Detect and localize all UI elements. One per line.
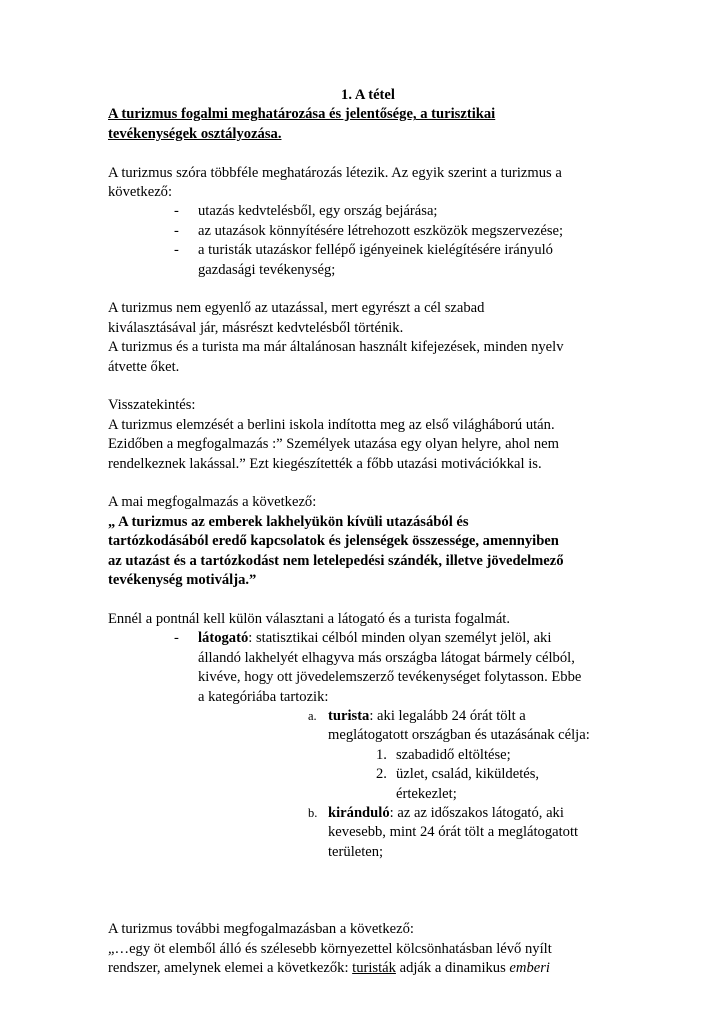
definition-text: utazás kedvtelésből, egy ország bejárása; (198, 203, 438, 220)
visitor-text: a kategóriába tartozik: (198, 688, 329, 705)
visitor-item (108, 629, 628, 707)
turista-text: meglátogatott országban és utazásának célja: (328, 727, 590, 744)
definition-item (108, 202, 628, 221)
visitor-text: : statisztikai célból minden olyan személyt jelöl, aki (248, 630, 552, 647)
numbered-item (108, 765, 628, 804)
retro-line: A turizmus elemzését a berlini iskola indította meg az első világháború után. (108, 416, 555, 433)
term-emberi: emberi (509, 960, 550, 977)
modern-label: A mai megfogalmazás a következő: (108, 494, 317, 511)
numbered-text: szabadidő eltöltése; (396, 746, 511, 763)
sub-item-kirandulo (108, 804, 628, 862)
definition-item (108, 241, 628, 280)
definition-item (108, 222, 628, 241)
further-text: rendszer, amelynek elemei a következők: (108, 960, 353, 977)
intro-line-2: következő: (108, 184, 173, 201)
sub-item-turista (108, 707, 628, 746)
definition-quote-line: az utazást és a tartózkodást nem letelepedési szándék, illetve jövedelmező (108, 552, 564, 569)
heading-line-2: tevékenységek osztályozása. (108, 125, 282, 142)
numbered-text: üzlet, család, kiküldetés, (396, 766, 540, 783)
paragraph-line: átvette őket. (108, 358, 180, 375)
further-label: A turizmus további megfogalmazásban a következő: (108, 921, 414, 938)
retro-line: Ezidőben a megfogalmazás :” Személyek utazása egy olyan helyre, ahol nem (108, 436, 560, 453)
definition-quote-line: „ A turizmus az emberek lakhelyükön kívüli utazásából és (108, 513, 469, 530)
numbered-text: értekezlet; (396, 785, 457, 802)
intro-line-1: A turizmus szóra többféle meghatározás létezik. Az egyik szerint a turizmus a (108, 164, 562, 181)
turista-text: : aki legalább 24 órát tölt a (369, 707, 526, 724)
paragraph-line: kiválasztásával jár, másrészt kedvtelésből történik. (108, 319, 404, 336)
list-number: 1. (376, 746, 387, 763)
definition-text: az utazások könnyítésére létrehozott eszközök megszervezése; (198, 222, 564, 239)
term-turistak: turisták (352, 960, 396, 977)
term-latogato: látogató (198, 630, 249, 647)
numbered-item (108, 746, 628, 765)
list-letter: a. (308, 708, 317, 723)
heading-line-1: A turizmus fogalmi meghatározása és jelentősége, a turisztikai (108, 106, 496, 123)
retro-line: rendelkeznek lakással.” Ezt kiegészítették a főbb utazási motivációkkal is. (108, 455, 542, 472)
visitor-text: kivéve, hogy ott jövedelemszerző tevékenységet folytasson. Ebbe (198, 669, 582, 686)
page-title: 1. A tétel (341, 87, 395, 103)
definition-quote-line: tevékenység motiválja.” (108, 572, 257, 589)
visitor-text: állandó lakhelyét elhagyva más országba látogat bármely célból, (198, 649, 575, 666)
list-dash: - (174, 203, 179, 220)
definition-text: gazdasági tevékenység; (198, 261, 336, 278)
list-dash: - (174, 242, 179, 259)
definition-text: a turisták utazáskor fellépő igényeinek kielégítésére irányuló (198, 242, 553, 259)
further-line (108, 959, 628, 978)
term-turista: turista (328, 707, 370, 724)
visitor-intro: Ennél a pontnál kell külön választani a látogató és a turista fogalmát. (108, 610, 511, 627)
kirandulo-text: kevesebb, mint 24 órát tölt a meglátogatott (328, 824, 579, 841)
kirandulo-text: területen; (328, 843, 384, 860)
paragraph-line: A turizmus nem egyenlő az utazással, mert egyrészt a cél szabad (108, 300, 485, 317)
retro-label: Visszatekintés: (108, 397, 196, 414)
definition-quote-line: tartózkodásából eredő kapcsolatok és jelenségek összessége, amennyiben (108, 533, 559, 550)
further-line: „…egy öt elemből álló és szélesebb környezettel kölcsönhatásban lévő nyílt (108, 940, 552, 957)
list-number: 2. (376, 766, 387, 783)
term-kirandulo: kiránduló (328, 804, 390, 821)
list-letter: b. (308, 805, 318, 820)
list-dash: - (174, 630, 179, 647)
paragraph-line: A turizmus és a turista ma már általánosan használt kifejezések, minden nyelv (108, 339, 564, 356)
document-page (108, 86, 628, 979)
list-dash: - (174, 222, 179, 239)
further-text: adják a dinamikus (395, 960, 510, 977)
kirandulo-text: : az az időszakos látogató, aki (389, 804, 564, 821)
